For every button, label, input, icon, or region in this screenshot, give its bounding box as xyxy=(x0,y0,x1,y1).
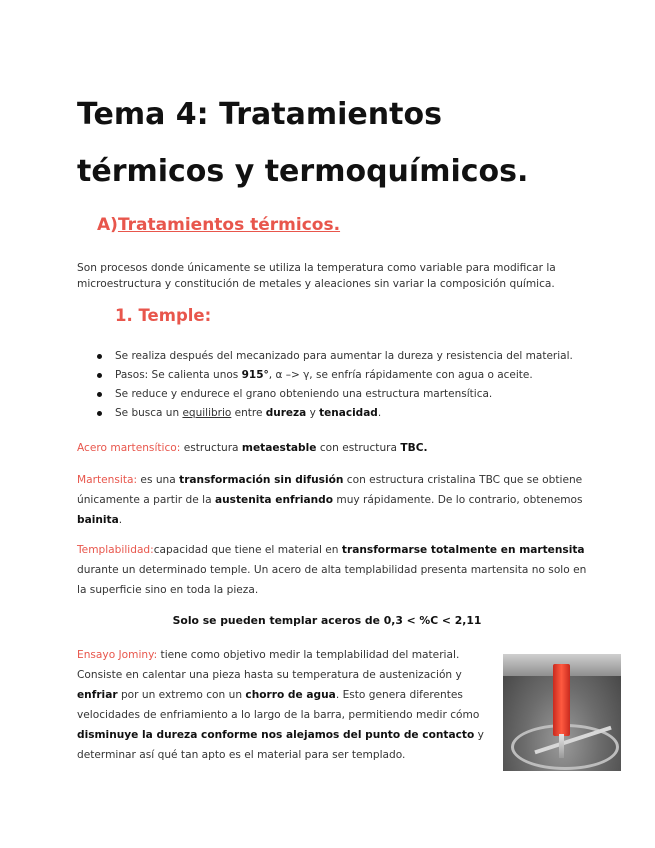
bullet-bold: tenacidad xyxy=(319,407,378,419)
text-run: es una xyxy=(137,474,180,486)
text-run: tiene como objetivo medir la templabilidad del material. Consiste en calentar una pieza hasta su temperatura de austenización y xyxy=(77,649,462,681)
bullet-icon xyxy=(97,392,102,397)
bold-run: enfriar xyxy=(77,689,118,701)
bullet-text: Se realiza después del mecanizado para aumentar la dureza y resistencia del material. xyxy=(115,350,573,362)
bullet-text: Se reduce y endurece el grano obteniendo una estructura martensítica. xyxy=(115,388,493,400)
text-run: muy rápidamente. De lo contrario, obtenemos xyxy=(333,494,583,506)
bullet-icon xyxy=(97,411,102,416)
bullet-text: Se busca un xyxy=(115,407,183,419)
list-item xyxy=(77,367,597,386)
term-label: Ensayo Jominy: xyxy=(77,649,158,661)
bullet-underlined: equilibrio xyxy=(182,407,232,419)
martensita-paragraph xyxy=(77,470,587,530)
page-title xyxy=(77,86,597,200)
bold-run: bainita xyxy=(77,514,119,526)
bullet-bold: dureza xyxy=(265,407,307,419)
list-item xyxy=(77,348,597,367)
section-label: Tratamientos térmicos. xyxy=(117,215,341,235)
bold-run: austenita enfriando xyxy=(214,494,334,506)
bullet-text: . xyxy=(377,407,382,419)
text-run: con estructura xyxy=(316,442,401,454)
bold-run: disminuye la dureza conforme nos alejamos del punto de contacto xyxy=(77,729,475,741)
text-run: durante un determinado temple. Un acero de alta templabilidad presenta martensita no solo en la superficie sino en toda la pieza. xyxy=(77,564,587,596)
text-run: y determinar así qué tan apto es el material para ser templado. xyxy=(77,729,484,761)
list-item xyxy=(77,405,597,424)
photo-water-jet xyxy=(559,734,564,758)
section-prefix: A) xyxy=(97,215,118,235)
jominy-test-photo xyxy=(503,654,621,771)
term-label: Martensita: xyxy=(77,474,138,486)
templable-carbon-range-note: Solo se pueden templar aceros de 0,3 < %C < 2,11 xyxy=(172,614,482,627)
text-run: estructura xyxy=(180,442,242,454)
text-run: por un extremo con un xyxy=(117,689,246,701)
bold-run: transformación sin difusión xyxy=(179,474,344,486)
temple-heading: 1. Temple: xyxy=(115,306,212,325)
bullet-text: y xyxy=(306,407,320,419)
list-item xyxy=(77,386,597,405)
bullet-icon xyxy=(97,354,102,359)
bold-run: metaestable xyxy=(241,442,317,454)
bullet-bold: 915° xyxy=(241,369,269,381)
bold-run: transformarse totalmente en martensita xyxy=(341,544,585,556)
jominy-paragraph xyxy=(77,645,497,765)
templabilidad-paragraph xyxy=(77,540,587,600)
bold-run: TBC. xyxy=(400,442,428,454)
text-run: capacidad que tiene el material en xyxy=(153,544,342,556)
acero-martensitico-paragraph xyxy=(77,438,587,458)
bold-run: chorro de agua xyxy=(245,689,336,701)
temple-bullet-list xyxy=(77,348,597,424)
section-heading xyxy=(97,215,340,235)
title-line-2: térmicos y termoquímicos. xyxy=(77,154,529,189)
intro-paragraph: Son procesos donde únicamente se utiliza la temperatura como variable para modificar la microestructura y constitución de metales y aleaciones sin variar la composición química. xyxy=(77,262,556,290)
text-run: . xyxy=(118,514,123,526)
bullet-text: , α –> γ, se enfría rápidamente con agua o aceite. xyxy=(268,369,533,381)
bullet-text: entre xyxy=(231,407,266,419)
bullet-text: Pasos: Se calienta unos xyxy=(115,369,242,381)
text-run: . Esto genera diferentes velocidades de enfriamiento a lo largo de la barra, permitiendo medir cómo xyxy=(77,689,480,721)
title-line-1: Tema 4: Tratamientos xyxy=(77,97,442,132)
text-run: con estructura cristalina TBC que se obtiene únicamente a partir de la xyxy=(77,474,583,506)
term-label: Templabilidad: xyxy=(77,544,154,556)
photo-hot-bar xyxy=(553,664,570,736)
bullet-icon xyxy=(97,373,102,378)
term-label: Acero martensítico: xyxy=(77,442,181,454)
